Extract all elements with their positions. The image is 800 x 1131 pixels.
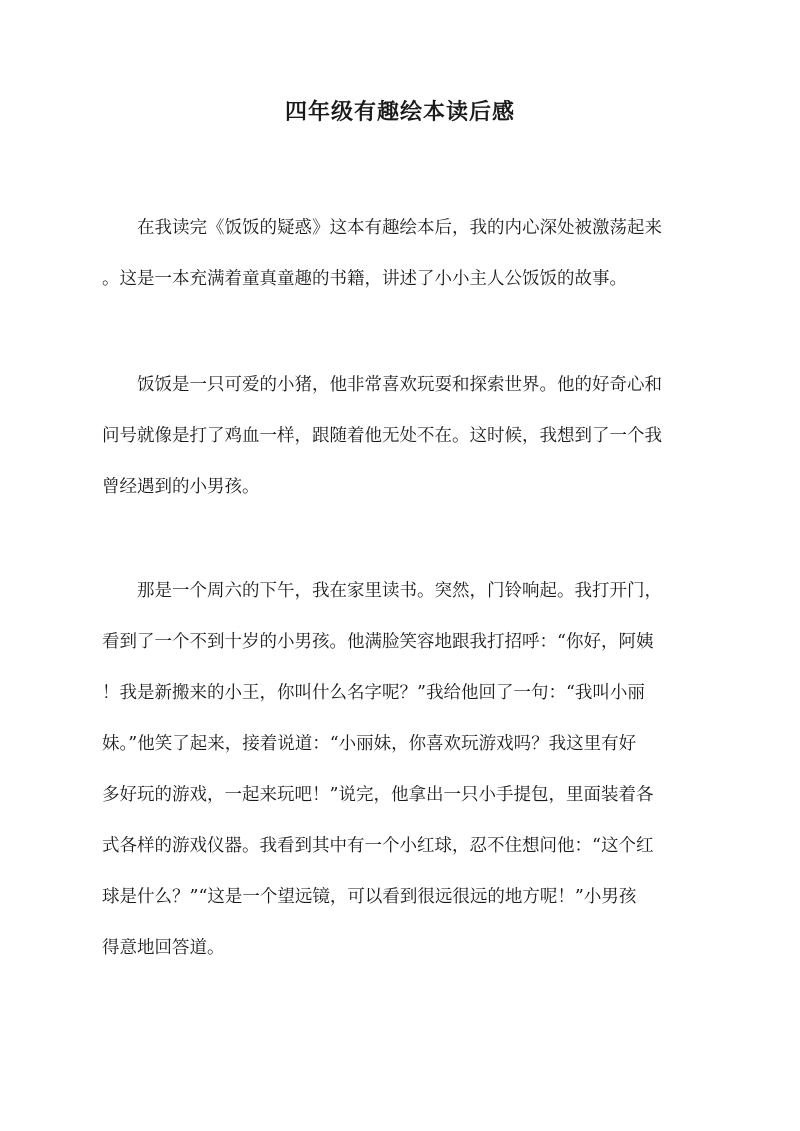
paragraph-line: 饭饭是一只可爱的小猪，他非常喜欢玩耍和探索世界。他的好奇心和 xyxy=(137,375,662,395)
paragraph-1 xyxy=(102,203,698,305)
paragraph-2 xyxy=(102,360,698,513)
paragraph-3 xyxy=(102,566,698,974)
paragraph-line: 式各样的游戏仪器。我看到其中有一个小红球，忍不住想问他：“这个红 xyxy=(102,836,654,856)
paragraph-line: 问号就像是打了鸡血一样，跟随着他无处不在。这时候，我想到了一个我 xyxy=(102,426,662,446)
paragraph-line: 在我读完《饭饭的疑惑》这本有趣绘本后，我的内心深处被激荡起来 xyxy=(137,218,662,238)
paragraph-line: 。这是一本充满着童真童趣的书籍，讲述了小小主人公饭饭的故事。 xyxy=(102,269,627,289)
paragraph-line: 多好玩的游戏，一起来玩吧！”说完，他拿出一只小手提包，里面装着各 xyxy=(102,785,654,805)
paragraph-line: 那是一个周六的下午，我在家里读书。突然，门铃响起。我打开门， xyxy=(137,581,662,601)
paragraph-line: ！我是新搬来的小王，你叫什么名字呢？”我给他回了一句：“我叫小丽 xyxy=(102,683,645,703)
paragraph-line: 球是什么？”“这是一个望远镜，可以看到很远很远的地方呢！”小男孩 xyxy=(102,887,637,907)
document-title: 四年级有趣绘本读后感 xyxy=(284,99,515,125)
paragraph-line: 妹。”他笑了起来，接着说道：“小丽妹，你喜欢玩游戏吗？我这里有好 xyxy=(102,734,637,754)
paragraph-line: 得意地回答道。 xyxy=(102,938,225,958)
paragraph-line: 曾经遇到的小男孩。 xyxy=(102,477,260,497)
paragraph-line: 看到了一个不到十岁的小男孩。他满脸笑容地跟我打招呼：“你好，阿姨 xyxy=(102,632,654,652)
